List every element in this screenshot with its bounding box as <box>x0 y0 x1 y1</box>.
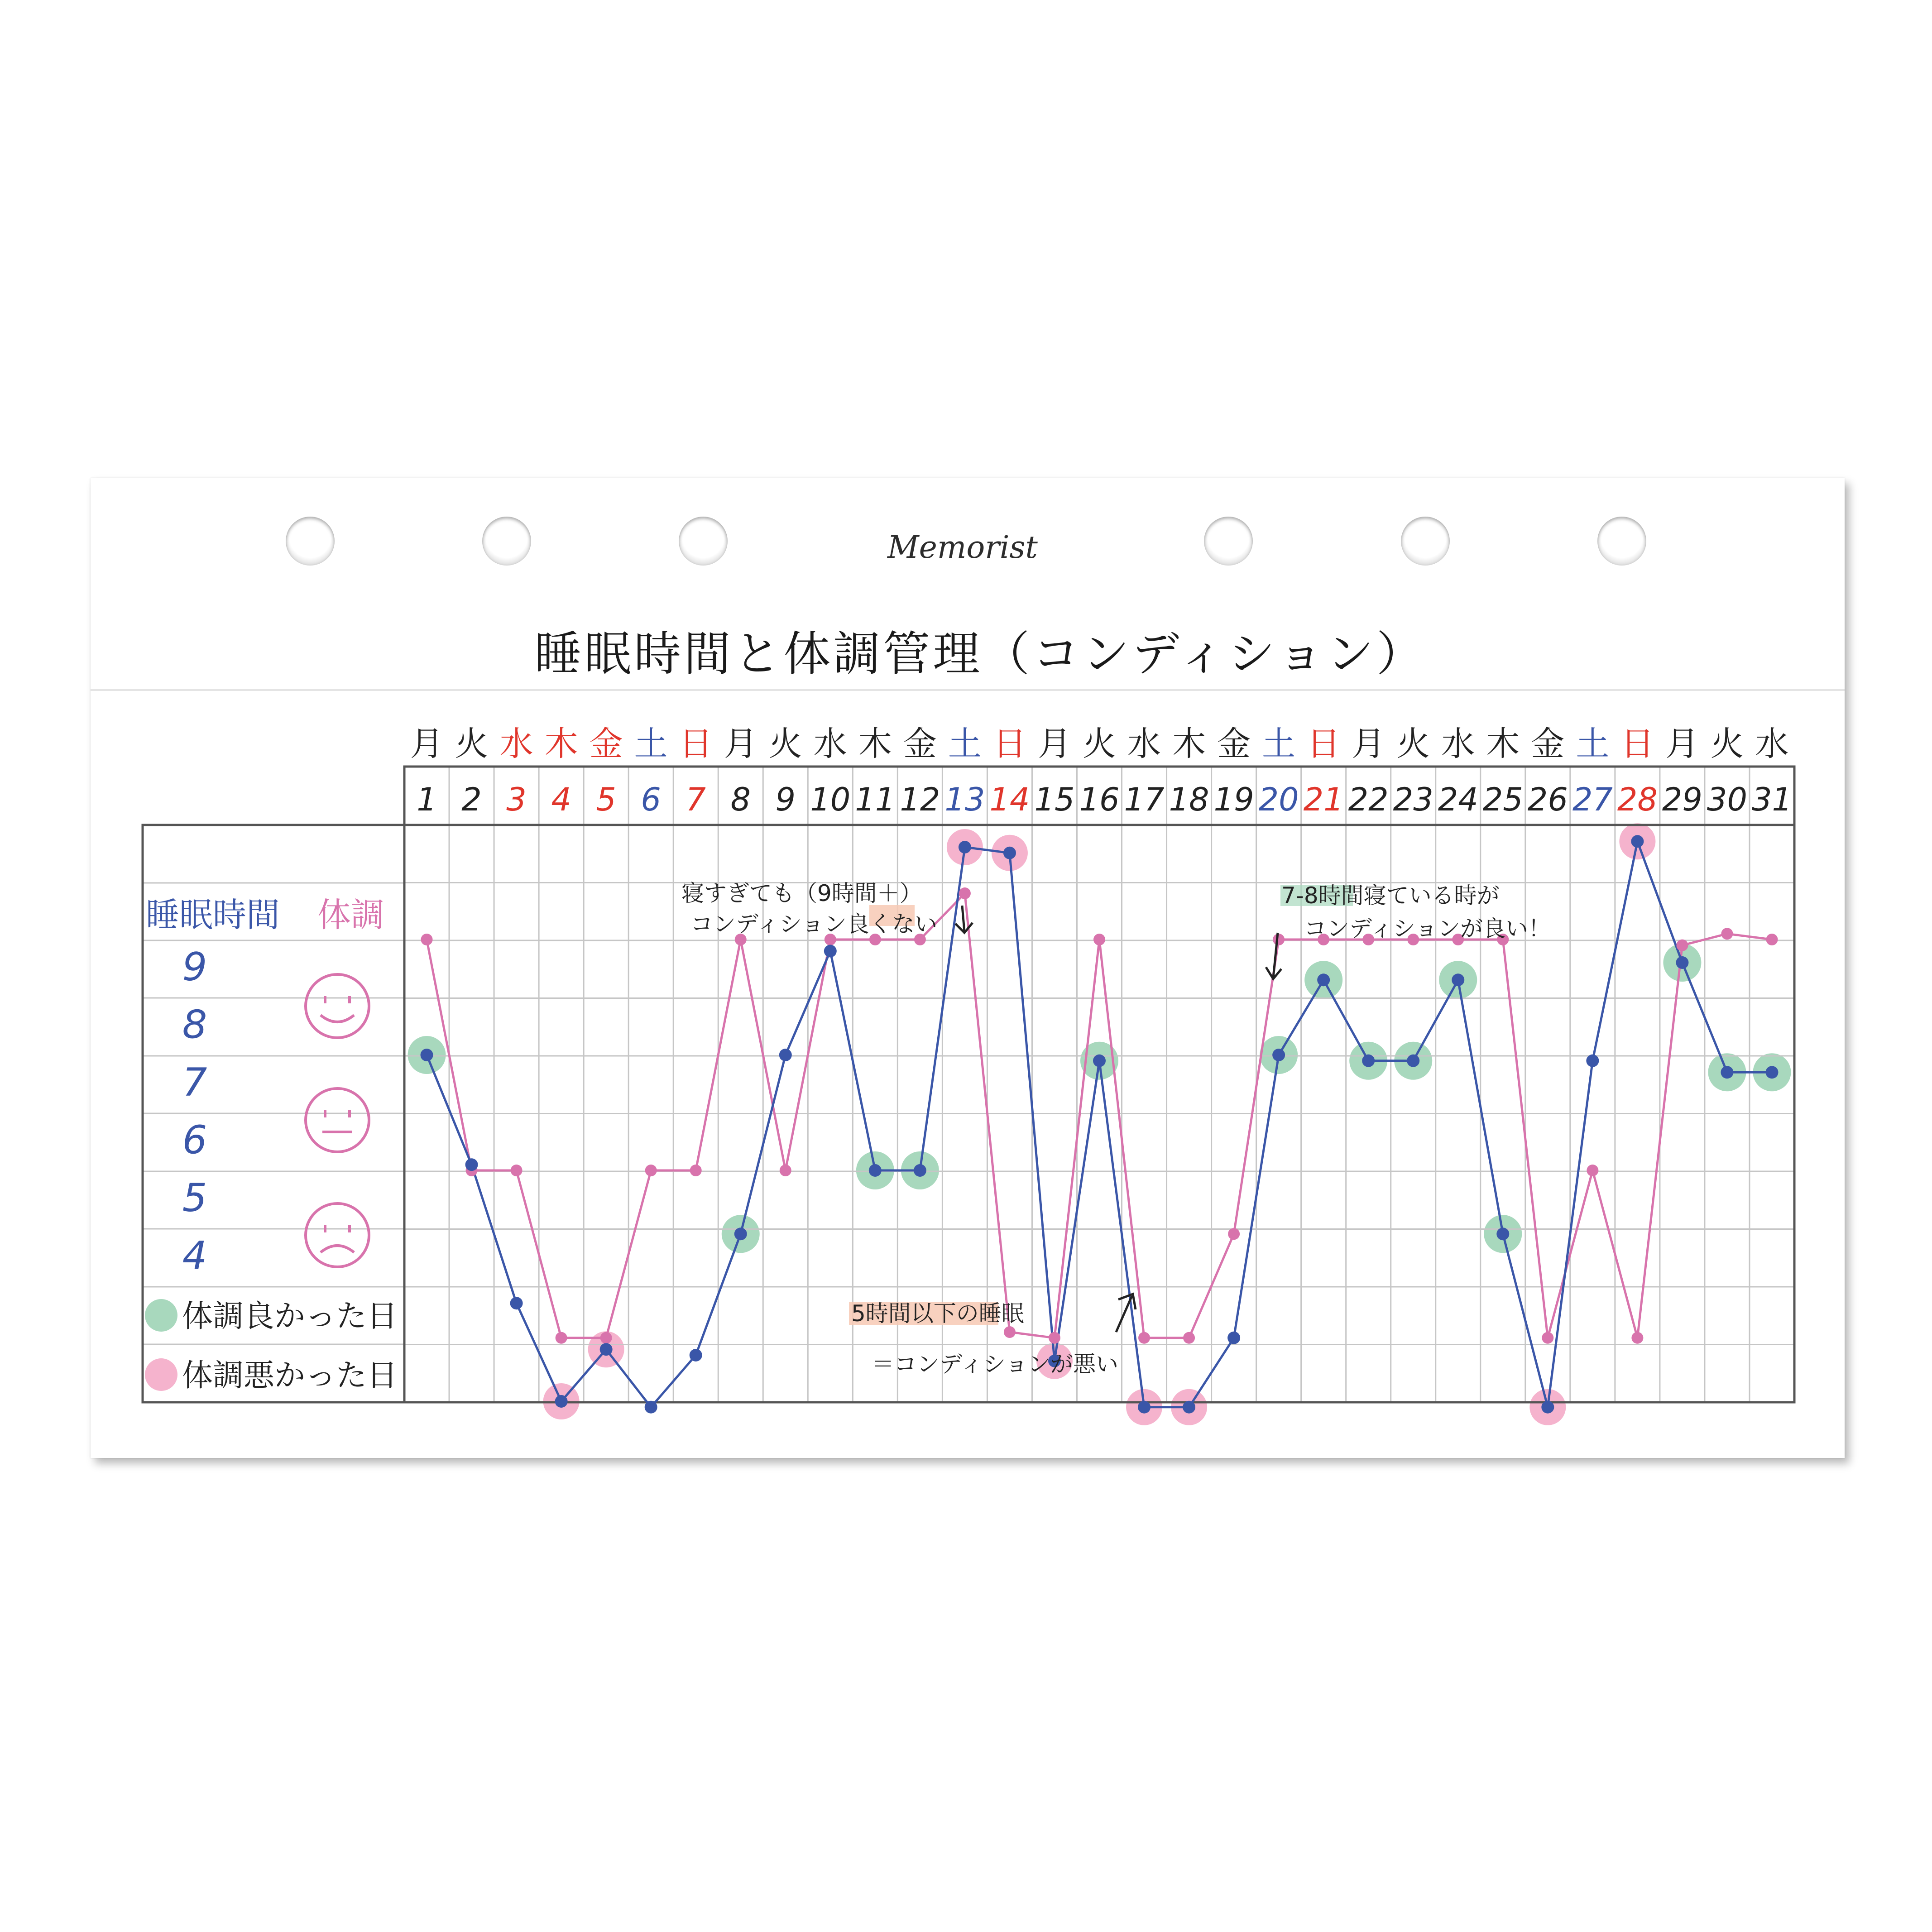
day-number-label: 24 <box>1438 781 1478 818</box>
day-number-label: 21 <box>1303 781 1344 818</box>
condition-point <box>959 887 971 899</box>
weekday-label: 日 <box>679 724 713 763</box>
weekday-label: 日 <box>1307 724 1341 763</box>
y-tick-label: 8 <box>182 1002 207 1048</box>
sleep-point <box>1496 1227 1509 1240</box>
condition-point <box>421 934 433 945</box>
day-number-label: 30 <box>1707 781 1747 818</box>
annotation-ideal-line2: コンディションが良い！ <box>1304 916 1551 942</box>
condition-point <box>1004 1326 1016 1338</box>
weekday-label: 月 <box>410 724 444 763</box>
weekday-label: 金 <box>1217 724 1251 763</box>
weekday-label: 木 <box>858 724 892 763</box>
sleep-point <box>690 1349 702 1362</box>
sleep-point <box>600 1343 613 1356</box>
annotation-oversleep-line1: 寝すぎても（9時間＋） <box>681 880 922 906</box>
day-number-label: 12 <box>900 781 940 818</box>
neutral-face-icon <box>306 1088 369 1152</box>
weekday-label: 火 <box>455 724 489 763</box>
day-number-label: 20 <box>1258 781 1299 818</box>
day-number-label: 17 <box>1124 781 1165 818</box>
sleep-point <box>1362 1055 1375 1067</box>
sleep-axis-label: 睡眠時間 <box>146 896 280 935</box>
day-number-label: 23 <box>1393 781 1433 818</box>
condition-point <box>556 1332 567 1344</box>
day-number-label: 18 <box>1169 781 1209 818</box>
weekday-label: 土 <box>948 724 982 763</box>
sleep-point <box>959 841 971 853</box>
day-number-label: 3 <box>506 781 527 818</box>
day-number-label: 22 <box>1348 781 1389 818</box>
sleep-point <box>555 1395 568 1408</box>
sleep-point <box>1272 1049 1285 1061</box>
annotation-short-line1: 5時間以下の睡眠 <box>851 1300 1024 1327</box>
day-number-label: 14 <box>989 781 1030 818</box>
y-tick-label: 9 <box>182 944 207 990</box>
condition-point <box>1228 1228 1240 1240</box>
weekday-label: 水 <box>1441 724 1475 763</box>
weekday-label: 水 <box>813 724 847 763</box>
weekday-label: 火 <box>1083 724 1116 763</box>
weekday-label: 日 <box>1620 724 1654 763</box>
day-number-label: 31 <box>1751 781 1793 818</box>
condition-point <box>1766 934 1778 945</box>
condition-point <box>1676 940 1688 951</box>
y-tick-label: 4 <box>182 1233 207 1279</box>
y-tick-label: 6 <box>182 1117 207 1163</box>
day-number-label: 28 <box>1617 781 1658 818</box>
annotation-ideal-line1: 7-8時間寝ている時が <box>1281 882 1500 909</box>
weekday-label: 金 <box>1531 724 1565 763</box>
annotation-oversleep-line2: コンディション良くない <box>690 911 937 937</box>
weekday-label: 水 <box>499 724 533 763</box>
sad-face-icon <box>306 1203 369 1267</box>
condition-point <box>780 1165 791 1176</box>
condition-point <box>1138 1332 1150 1344</box>
sleep-point <box>1676 956 1688 969</box>
sleep-point <box>824 945 837 958</box>
condition-axis-label: 体調 <box>317 896 384 935</box>
weekday-label: 火 <box>768 724 802 763</box>
day-number-label: 29 <box>1662 781 1702 818</box>
sleep-point <box>1138 1401 1151 1414</box>
weekday-label: 土 <box>634 724 668 763</box>
day-number-label: 15 <box>1034 781 1075 818</box>
page-title: 睡眠時間と体調管理（コンディション） <box>534 626 1426 681</box>
day-number-label: 27 <box>1572 781 1613 818</box>
sleep-point <box>465 1158 478 1171</box>
weekday-label: 月 <box>1037 724 1071 763</box>
sleep-point <box>1721 1066 1733 1079</box>
bad-day-legend-dot <box>145 1358 177 1391</box>
day-number-label: 10 <box>810 781 851 818</box>
weekday-label: 金 <box>903 724 937 763</box>
sleep-point <box>1452 973 1464 986</box>
sleep-point <box>1227 1332 1240 1344</box>
series-points <box>421 835 1779 1414</box>
weekday-label: 月 <box>724 724 757 763</box>
day-number-label: 6 <box>641 781 661 818</box>
y-tick-label: 5 <box>182 1175 207 1221</box>
condition-point <box>600 1332 612 1344</box>
day-header <box>410 724 1793 818</box>
annotation-short-line2: ＝コンディションが悪い <box>872 1351 1118 1377</box>
weekday-label: 日 <box>992 724 1026 763</box>
condition-point <box>511 1165 523 1176</box>
sleep-point <box>914 1164 926 1177</box>
ideal-sleep-annotation <box>1266 882 1551 979</box>
day-number-label: 7 <box>686 781 706 818</box>
day-number-label: 1 <box>417 781 437 818</box>
day-number-label: 8 <box>730 781 751 818</box>
sleep-point <box>1407 1055 1419 1067</box>
condition-point <box>690 1165 702 1176</box>
weekday-label: 火 <box>1710 724 1744 763</box>
sleep-point <box>645 1401 657 1414</box>
day-number-label: 9 <box>775 781 796 818</box>
oversleep-annotation <box>681 880 973 937</box>
day-number-label: 5 <box>596 781 616 818</box>
day-number-label: 4 <box>551 781 571 818</box>
down-arrow-icon <box>955 906 973 933</box>
condition-point <box>1587 1165 1598 1176</box>
sleep-point <box>779 1049 792 1061</box>
good-day-legend-label: 体調良かった日 <box>182 1299 398 1334</box>
day-number-label: 16 <box>1079 781 1120 818</box>
y-tick-label: 7 <box>182 1060 207 1105</box>
day-number-label: 11 <box>855 781 896 818</box>
sleep-point <box>1631 835 1644 848</box>
sleep-point <box>869 1164 882 1177</box>
weekday-label: 月 <box>1352 724 1385 763</box>
good-day-legend-dot <box>145 1299 177 1332</box>
weekday-label: 水 <box>1127 724 1161 763</box>
condition-point <box>1721 928 1733 940</box>
condition-point <box>1631 1332 1643 1344</box>
weekday-label: 木 <box>1172 724 1206 763</box>
sleep-point <box>1586 1055 1599 1067</box>
day-number-label: 13 <box>944 781 985 818</box>
sleep-point <box>1003 847 1016 859</box>
short-sleep-annotation <box>849 1294 1136 1377</box>
condition-point <box>1049 1332 1060 1344</box>
weekday-label: 水 <box>1755 724 1789 763</box>
weekday-label: 火 <box>1396 724 1430 763</box>
condition-point <box>1273 934 1285 945</box>
sleep-point <box>1765 1066 1778 1079</box>
weekday-label: 土 <box>1262 724 1296 763</box>
sleep-point <box>510 1297 523 1309</box>
condition-point <box>1183 1332 1195 1344</box>
weekday-label: 土 <box>1576 724 1610 763</box>
weekday-label: 金 <box>589 724 623 763</box>
sleep-point <box>1093 1055 1106 1067</box>
weekday-label: 月 <box>1665 724 1699 763</box>
bad-day-legend-label: 体調悪かった日 <box>182 1358 398 1394</box>
sleep-point <box>734 1227 747 1240</box>
day-number-label: 26 <box>1527 781 1568 818</box>
sleep-point <box>1317 973 1330 986</box>
condition-point <box>1542 1332 1553 1344</box>
day-number-label: 2 <box>461 781 482 818</box>
sleep-point <box>1183 1401 1195 1414</box>
day-number-label: 19 <box>1213 781 1254 818</box>
condition-point <box>645 1165 657 1176</box>
condition-point <box>1093 934 1105 945</box>
day-number-label: 25 <box>1482 781 1523 818</box>
weekday-label: 木 <box>544 724 578 763</box>
brand-logo: Memorist <box>887 530 1038 566</box>
sleep-point <box>421 1049 433 1061</box>
weekday-label: 木 <box>1486 724 1520 763</box>
smile-face-icon <box>306 974 369 1038</box>
sleep-point <box>1541 1401 1554 1414</box>
